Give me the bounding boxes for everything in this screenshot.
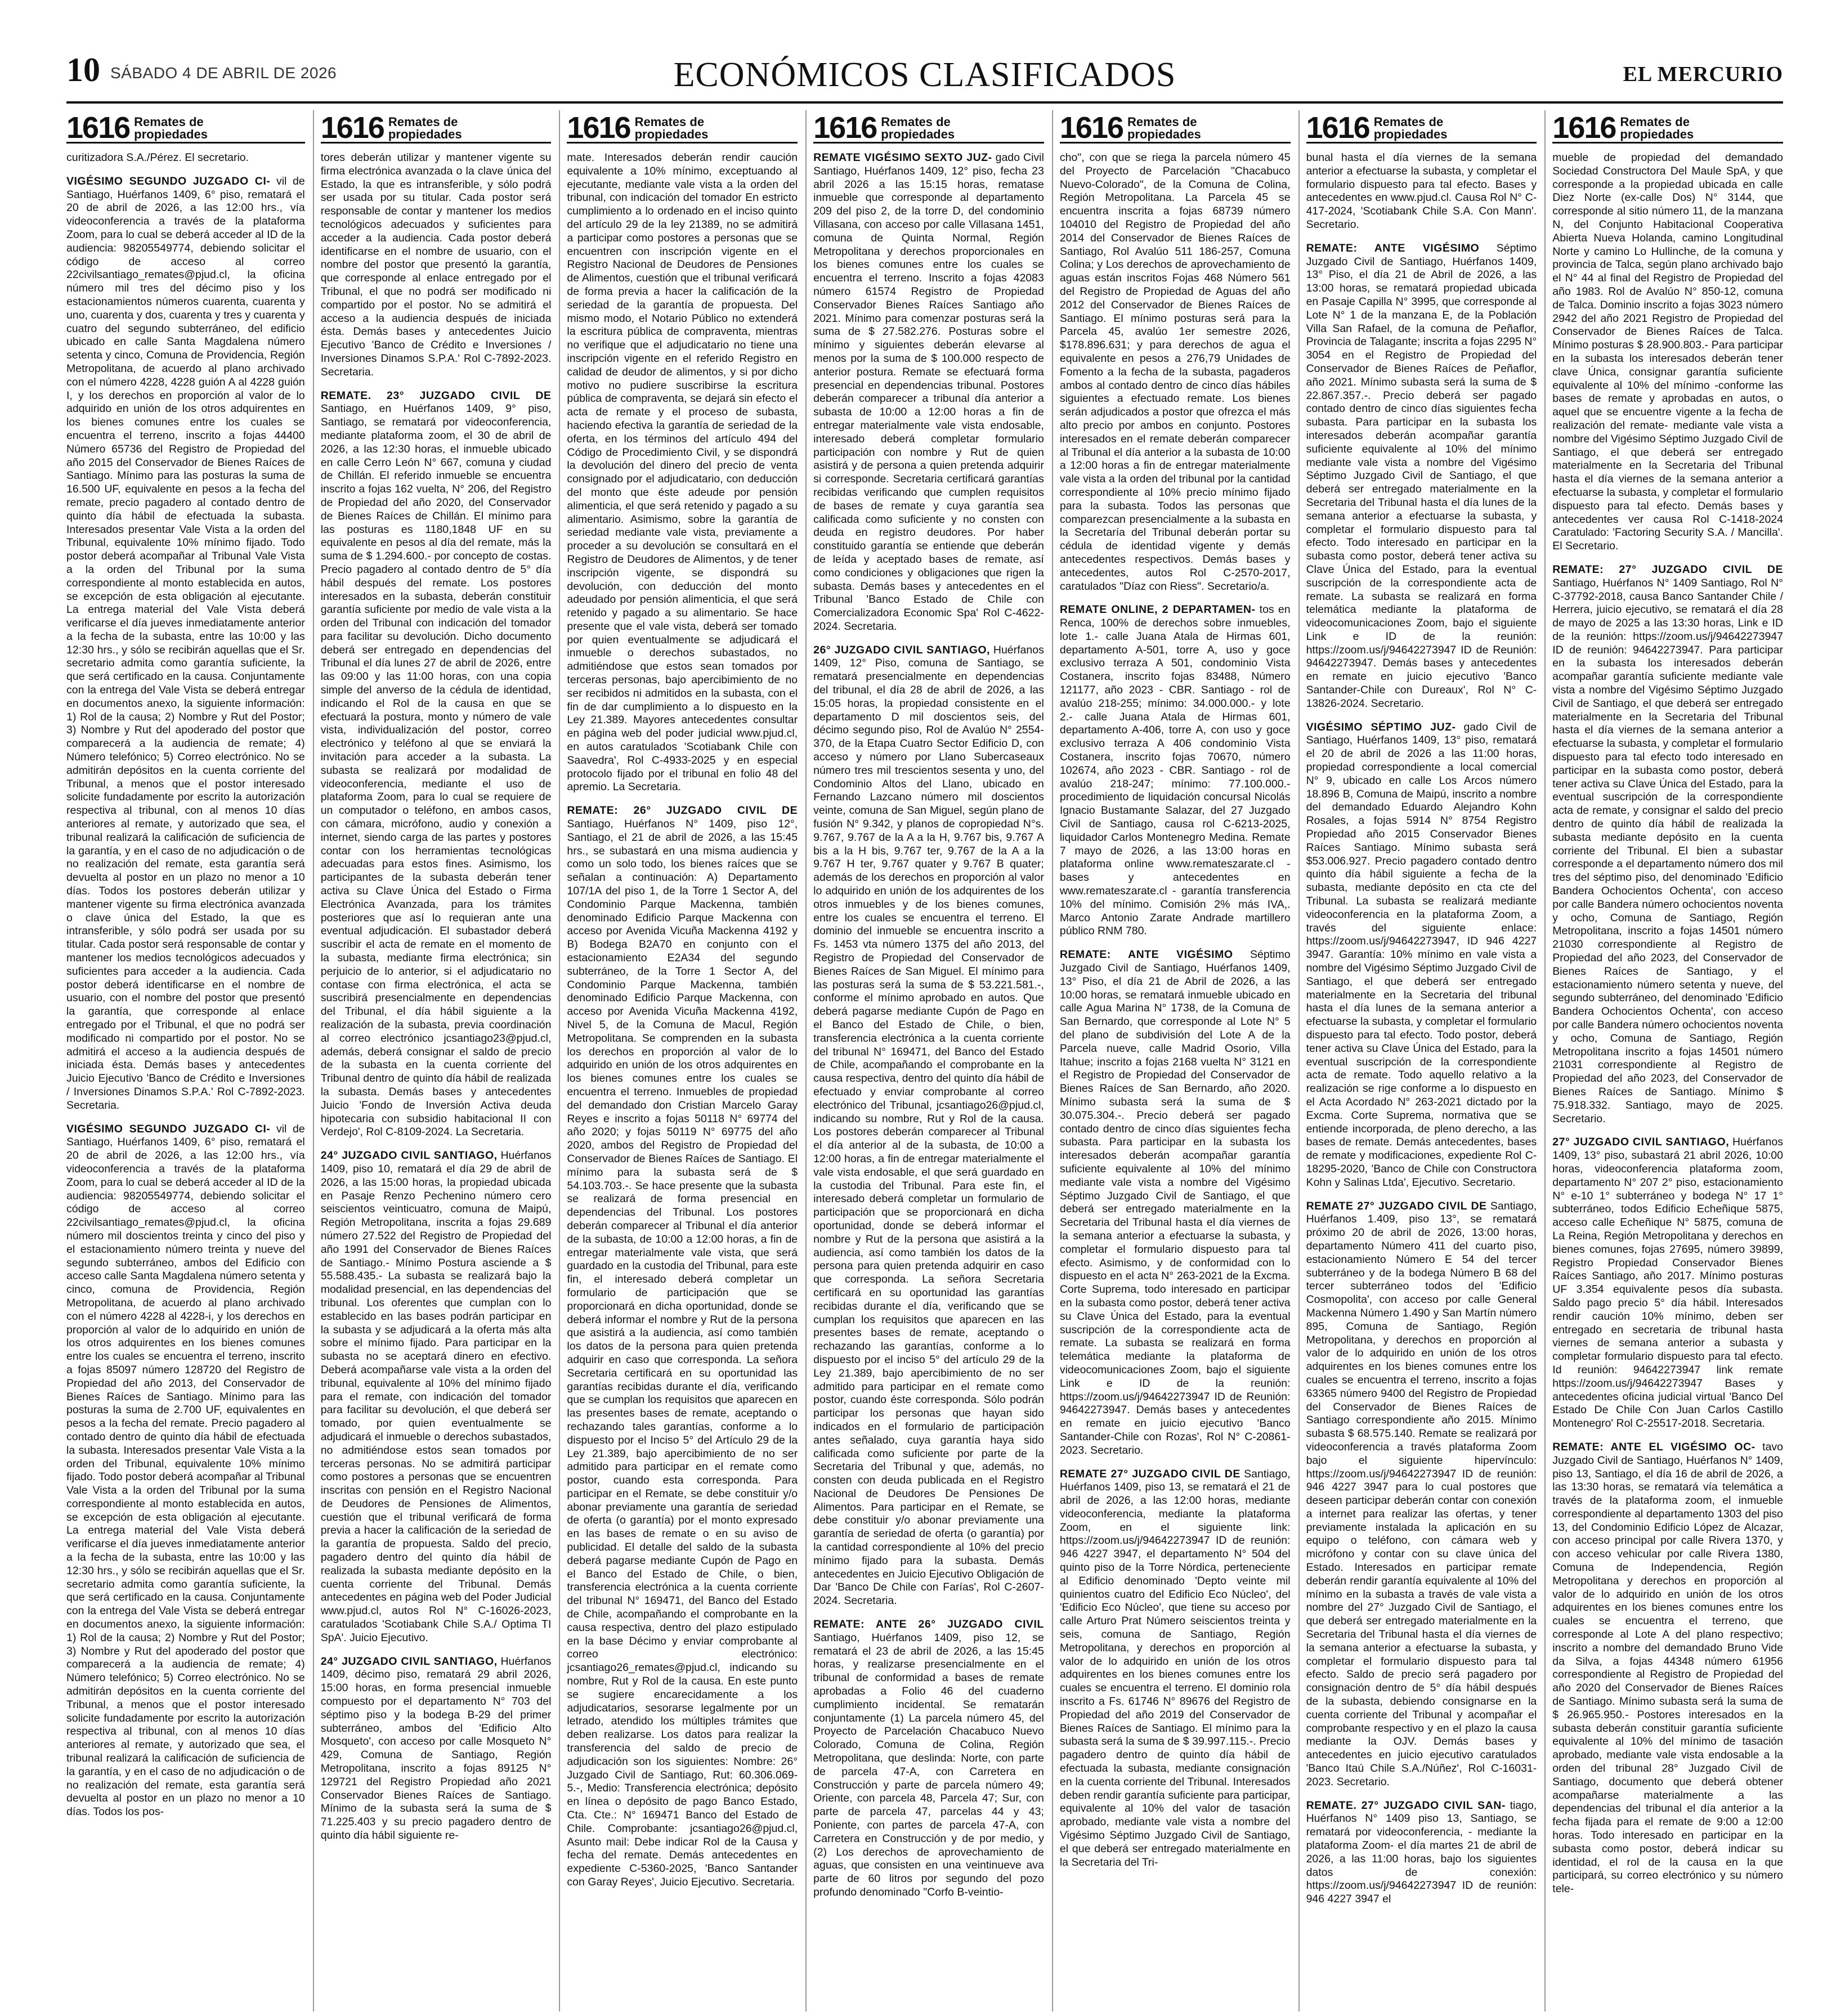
notice-body: cho", con que se riega la parcela número 45 del Proyecto de Parcelación "Chacabuco Nuevo-Colorado", de la Comuna de Colina, Región Metropolitana. La Parcela 45 se encuentra inscrita a fojas 68739 número 104010 del Registro de Propiedad del año 2014 del Conservador de Bienes Raíces de Santiago, Rol Avalúo 511 186-257, Comuna Colina; y Los derechos de aprovechamiento de aguas están inscritos Fojas 468 Número 561 del Registro de Propiedad de Aguas del año 2012 del Conservador de Bienes Raíces de Santiago. El mínimo posturas será para la Parcela 45, avalúo 1er semestre 2026, $178.896.631; y para derechos de agua el equivalente en pesos a 276,79 Unidades de Fomento a la fecha de la subasta, pagaderos ambos al contado dentro de cinco días hábiles siguientes a efectuado remate. Los bienes serán adjudicados a postor que ofrezca el más alto precio por ambos en conjunto. Postores interesados en el remate deberán comparecer al Tribunal el día anterior a la subasta de 10:00 a 12:00 horas a fin de entregar materialmente vale vista a la orden del tribunal por la cantidad correspondiente al 10% precio mínimo fijado para la subasta. Todos las personas que comparezcan presencialmente a la subasta en la Secretaría del Tribunal deberán portar su cédula de identidad vigente y demás antecedentes respectivos. Demás bases y antecedentes, autos Rol C-2570-2017, caratulados "Díaz con Riess". Secretario/a.	[1059, 151, 1291, 593]
auction-notice	[1060, 603, 1291, 938]
category-name-line1: Remates de	[388, 115, 458, 129]
category-name-line1: Remates de	[634, 115, 705, 129]
masthead	[66, 50, 1783, 104]
section-title: ECONÓMICOS CLASIFICADOS	[673, 56, 1176, 94]
notice-heading: REMATE: ANTE EL VIGÉSIMO OC-	[1552, 1440, 1756, 1453]
notice-heading: REMATE. 23° JUZGADO CIVIL DE	[320, 389, 552, 402]
auction-notice	[1552, 1136, 1783, 1431]
category-header	[1306, 110, 1537, 144]
notice-body: Huérfanos 1409, 12° Piso, comuna de Santiago, se rematará presencialmente en dependencias del tribunal, el día 28 de abril de 2026, a las 15:05 horas, la propiedad consistente en el departamento D mil doscientos seis, del décimo segundo piso, Rol de Avalúo N° 2554-370, de la Etapa Cuatro Sector Edificio D, con acceso y número por Llano Subercaseaux número tres mil trescientos sesenta y uno, del Condominio Altos del Llano, ubicado en Fernando Lazcano número mil doscientos veinte, comuna de San Miguel, según plano de fusión N° 9.342, y planos de copropiedad N°s. 9.767, 9.767 de la A a la H, 9.767 bis, 9.767 A bis a la H bis, 9.767 ter, 9.767 de la A a la 9.767 H ter, 9.767 quater y 9.767 B quater; además de los derechos en proporción al valor lo adquirido en unión de los adquirentes de los otros inmuebles y de los bienes comunes, entre los cuales se encuentra el terreno. El dominio del inmueble se encuentra inscrito a Fs. 1453 vta número 1375 del año 2013, del Registro de Propiedad del Conservador de Bienes Raíces de San Miguel. El mínimo para las posturas será la suma de $ 53.221.581.-, conforme el mínimo aprobado en autos. Que deberá pagarse mediante Cupón de Pago en el Banco del Estado de Chile, o bien, transferencia electrónica a la cuenta corriente del tribunal N° 169471, del Banco del Estado de Chile, acompañando el comprobante en la causa respectiva, dentro del quinto día hábil de efectuado y enviar comprobante al correo electrónico del Tribunal, jcsantiago26@pjud.cl, indicando su nombre, Rut y Rol de la causa. Los postores deberán comparecer al Tribunal el día anterior al de la subasta, de 10:00 a 12:00 horas, a fin de entregar materialmente el vale vista endosable, el que será guardado en la custodia del Tribunal. Para este fin, el interesado deberá completar un formulario de participación que se proporcionará en dicha oportunidad, donde se deberá informar el nombre y Rut de la persona que asistirá a la audiencia, así como también los datos de la persona para quien pretenda adquirir en caso que corresponda. La señora Secretaria certificará en su oportunidad las garantías recibidas durante el día, verificando que se cumplan los requisitos que aparecen en las presentes bases de remate, aceptando o rechazando las garantías, conforme a lo dispuesto por el inciso 5° del artículo 29 de la Ley 21.389, bajo apercibimiento de no ser admitido para participar en el remate como postor, cuando éste corresponda. Sólo podrán participar los personas que hayan sido indicados en el formulario de participación antes señalado, cuya garantía haya sido calificada como suficiente por parte de la Secretaria del Tribunal y que, además, no consten con deuda publicada en el Registro Nacional de Deudores De Pensiones De Alimentos. Para participar en el Remate, se debe constituir y/o abonar previamente una garantía de seriedad de oferta (o garantía) por la cantidad correspondiente al 10% del precio mínimo fijado para la subasta. Demás antecedentes en Juicio Ejecutivo Obligación de Dar 'Banco De Chile con Farías', Rol C-2607-2024. Secretaria.	[813, 643, 1044, 1607]
notice-body: tiago, Huérfanos N° 1409 piso 13, Santiago, se rematará por videoconferencia, - mediante la plataforma Zoom- el día martes 21 de abril de 2026, a las 11:00 horas, bajo los siguientes datos de conexión: https://zoom.us/j/94642273947 ID de reunión: 946 4227 3947 el	[1306, 1799, 1537, 1906]
notice-body: Séptimo Juzgado Civil de Santiago, Huérfanos 1409, 13° Piso, el día 21 de Abril de 2026, a las 13:00 horas, se rematará propiedad ubicada en Pasaje Capilla N° 3995, que corresponde al Lote N° 1 de la manzana E, de la Población Villa San Rafael, de la comuna de Peñaflor, Provincia de Talagante; inscrita a fojas 2295 N° 3054 en el Registro de Propiedad del Conservador de Bienes Raíces de Peñaflor, año 2021. Mínimo subasta será la suma de $ 22.867.357.-. Precio deberá ser pagado contado dentro de cinco días siguientes fecha subasta. Para participar en la subasta los interesados deberán acompañar garantía suficiente equivalente al 10% del mínimo mediante vale vista a nombre del Vigésimo Séptimo Juzgado Civil de Santiago, el que deberá ser entregado materialmente en la Secretaria del Tribunal hasta el día lunes de la semana anterior a efectuarse la subasta, y completar el formulario dispuesto para tal efecto. Todo interesado en participar en la subasta como postor, deberá tener activa su Clave Única del Estado, para la eventual suscripción de la correspondiente acta de remate. La subasta se realizará en forma telemática mediante la plataforma de videocomunicaciones Zoom, bajo el siguiente Link e ID de la reunión: https://zoom.us/j/94642273947 ID de Reunión: 94642273947. Demás bases y antecedentes en remate en juicio ejecutivo 'Banco Santander-Chile con Dureaux', Rol N° C-13826-2024. Secretario.	[1306, 241, 1537, 710]
category-code: 1616	[1059, 111, 1123, 145]
category-code: 1616	[1552, 111, 1616, 145]
notice-heading: 27° JUZGADO CIVIL SANTIAGO,	[1552, 1136, 1730, 1149]
auction-notice	[813, 644, 1044, 1608]
category-name-line2: propiedades	[388, 127, 462, 141]
category-name-line1: Remates de	[881, 115, 951, 129]
notice-heading: REMATE 27° JUZGADO CIVIL DE	[1306, 1199, 1487, 1212]
column-1	[66, 110, 305, 2011]
auction-notice	[66, 151, 305, 165]
newspaper-logo: EL MERCURIO	[1623, 62, 1783, 86]
category-header	[66, 110, 305, 144]
category-name-line2: propiedades	[1127, 127, 1201, 141]
classified-columns	[66, 110, 1783, 2011]
auction-notice	[1306, 242, 1537, 711]
notice-heading: REMATE: 27° JUZGADO CIVIL DE	[1552, 563, 1783, 576]
column-2	[313, 110, 552, 2011]
auction-notice	[321, 1149, 552, 1645]
category-name	[388, 116, 462, 142]
publication-date: SÁBADO 4 DE ABRIL DE 2026	[110, 64, 337, 82]
auction-notice	[66, 1123, 305, 1819]
notice-heading: REMATE ONLINE, 2 DEPARTAMEN-	[1059, 603, 1256, 616]
auction-notice	[321, 389, 552, 1140]
auction-notice	[1552, 151, 1783, 553]
column-6	[1298, 110, 1537, 2011]
notice-body: Huérfanos 1409, piso 10, rematará el día 29 de abril de 2026, a las 15:00 horas, la propiedad ubicada en Pasaje Renzo Pechenino número cero seiscientos veinticuatro, comuna de Maipú, Región Metropolitana, inscrita a fojas 29.689 número 27.522 del Registro de Propiedad del año 1991 del Conservador de Bienes Raíces de Santiago.- Mínimo Postura asciende a $ 55.588.435.- La subasta se realizará bajo la modalidad presencial, en las dependencias del tribunal. Los oferentes que cumplan con lo establecido en las bases podrán participar en la subasta y se adjudicará a la oferta más alta sobre el mínimo fijado. Para participar en la subasta no se aceptará dinero en efectivo. Deberá acompañarse vale vista a la orden del tribunal, equivalente al 10% del mínimo fijado para el remate, con indicación del tomador para facilitar su devolución, el que deberá ser tomado, por quien eventualmente se adjudicará el inmueble o derechos subastados, no admitiéndose estos sean tomados por terceras personas. No se admitirá participar como postores a personas que se encuentren inscritas con pensión en el Registro Nacional de Deudores de Pensiones de Alimentos, cuestión que el tribunal verificará de forma previa a hacer la calificación de la seriedad de la garantía de propuesta. Saldo del precio, pagadero dentro del quinto día hábil de realizada la subasta mediante depósito en la cuenta corriente del Tribunal. Demás antecedentes en página web del Poder Judicial www.pjud.cl, autos Rol N° C-16026-2023, caratulados 'Scotiabank Chile S.A./ Optima TI SpA'. Juicio Ejecutivo.	[320, 1149, 552, 1644]
category-header	[813, 110, 1044, 144]
notice-heading: VIGÉSIMO SEGUNDO JUZGADO CI-	[66, 174, 271, 187]
category-name-line2: propiedades	[634, 127, 709, 141]
notice-body: Santiago, Huérfanos 1409, piso 12, se rematará el 23 de abril de 2026, a las 15:45 horas, y realizarse presencialmente en el tribunal de conformidad a bases de remate aprobadas a Folio 46 del cuaderno cumplimiento incidental. Se rematarán conjuntamente (1) La parcela número 45, del Proyecto de Parcelación Chacabuco Nuevo Colorado, Comuna de Colina, Región Metropolitana, que deslinda: Norte, con parte de parcela 47-A, con Carretera en Construcción y parte de parcela número 49; Oriente, con parcela 48, Parcela 47; Sur, con parte de parcela 47, parcelas 44 y 43; Poniente, con partes de parcela 47-A, con Carretera en Construcción y de por medio, y (2) Los derechos de aprovechamiento de aguas, que consisten en una veintinueve ava parte de 60 litros por segundo del pozo profundo denominado "Corfo B-veintio-	[813, 1631, 1044, 1898]
auction-notice	[321, 1655, 552, 1843]
category-name	[1374, 116, 1448, 142]
auction-notice	[567, 804, 798, 1889]
notice-body: gado Civil Santiago, Huérfanos 1409, 12° piso, fecha 23 abril 2026 a las 15:15 horas, rematase inmueble que corresponde al departamento 209 del piso 2, de la torre D, del condominio Villasana, con acceso por calle Villasana 1451, comuna de Quinta Normal, Región Metropolitana y derechos proporcionales en los bienes comunes entre los cuales se encuentra el terreno. Inscrito a fojas 42083 número 61574 Registro de Propiedad Conservador Bienes Raíces Santiago año 2021. Mínimo para comenzar posturas será la suma de $ 27.582.276. Posturas sobre el mínimo y siguientes deberán elevarse al menos por la suma de $ 100.000 respecto de anterior postura. Remate se efectuará forma presencial en dependencias tribunal. Postores deberán comparecer a tribunal día anterior a subasta de 10:00 a 12:00 horas a fin de entregar materialmente vale vista endosable, interesado deberá completar formulario participación con nombre y Rut de quien asistirá y de persona a quien pretenda adquirir si corresponde. Secretaria certificará garantías recibidas verificando que cumplen requisitos de bases de remate y cuya garantía sea calificada como suficiente y no consten con deuda en registro deudores. Por haber constituido garantía se entiende que deberán de leída y aceptado bases de remate, así como condiciones y obligaciones que rigen la subasta. Demás bases y antecedentes en el Tribunal 'Banco Estado de Chile con Comercializadora Economic Spa' Rol C-4622-2024. Secretaria.	[813, 151, 1044, 633]
page-number: 10	[66, 51, 100, 88]
notice-body: Séptimo Juzgado Civil de Santiago, Huérfanos 1409, 13° Piso, el día 21 de Abril de 2026, a las 10:00 horas, se rematará inmueble ubicado en calle Agua Marina N° 1738, de la Comuna de San Bernardo, que corresponde al Lote N° 5 del plano de subdivisión del Lote A de la Parcela nueve, calle Madrid Osorio, Villa Itahue; inscrito a fojas 2168 vuelta N° 3121 en el Registro de Propiedad del Conservador de Bienes Raíces de San Bernardo, año 2020. Mínimo subasta será la suma de $ 30.075.304.-. Precio deberá ser pagado contado dentro de cinco días siguientes fecha subasta. Para participar en la subasta los interesados deberán acompañar garantía suficiente equivalente al 10% del mínimo mediante vale vista a nombre del Vigésimo Séptimo Juzgado Civil de Santiago, el que deberá ser entregado materialmente en la Secretaria del Tribunal hasta el día viernes de la semana anterior a efectuarse la subasta, y completar el formulario dispuesto para tal efecto. Asimismo, y de conformidad con lo dispuesto en el acta N° 263-2021 de la Excma. Corte Suprema, todo interesado en participar en la subasta como postor, deberá tener activa su Clave Única del Estado, para la eventual suscripción de la correspondiente acta de remate. La subasta se realizará en forma telemática mediante la plataforma de videocomunicaciones Zoom, bajo el siguiente Link e ID de la reunión: https://zoom.us/j/94642273947 ID de Reunión: 94642273947. Demás bases y antecedentes en remate en juicio ejecutivo 'Banco Santander-Chile con Rozas', Rol N° C-20861-2023. Secretario.	[1059, 948, 1291, 1457]
category-code: 1616	[320, 111, 384, 145]
notice-heading: VIGÉSIMO SEGUNDO JUZGADO CI-	[66, 1122, 271, 1135]
category-name-line1: Remates de	[1373, 115, 1444, 129]
notice-heading: REMATE: ANTE VIGÉSIMO	[1306, 241, 1480, 254]
category-header	[1552, 110, 1783, 144]
notice-heading: 26° JUZGADO CIVIL SANTIAGO,	[813, 643, 990, 656]
column-4	[805, 110, 1044, 2011]
category-name	[635, 116, 709, 142]
notice-heading: REMATE 27° JUZGADO CIVIL DE	[1059, 1467, 1241, 1480]
notice-heading: REMATE: ANTE 26° JUZGADO CIVIL	[813, 1618, 1044, 1631]
notice-heading: REMATE: 26° JUZGADO CIVIL DE	[567, 804, 798, 817]
notice-body: Santiago, Huérfanos 1409, piso 13, se rematará el 21 de abril de 2026, a las 12:00 horas, mediante videoconferencia, mediante la plataforma Zoom, en el siguiente link: https://zoom.us/j/94642273947 ID de reunión: 946 4227 3947, el departamento N° 504 del quinto piso de la Torre Nórdica, perteneciente al Edificio denominado 'Depto veinte mil quinientos cuatro del Edificio Eco Núcleo', del 'Edificio Eco Núcleo', que tiene su acceso por calle Arturo Prat Número seiscientos treinta y seis, comuna de Santiago, Región Metropolitana, y derechos en proporción al valor de lo adquirido en unión de los otros adquirentes en los bienes comunes entre los cuales se encuentra el terreno. El dominio rola inscrito a Fs. 61746 N° 89676 del Registro de Propiedad del año 2019 del Conservador de Bienes Raíces de Santiago. El mínimo para la subasta será la suma de $ 39.997.115.-. Precio pagadero dentro de quinto día hábil de efectuada la subasta, mediante consignación en la cuenta corriente del Tribunal. Interesados deben rendir garantía suficiente para participar, equivalente al 10% del valor de tasación aprobado, mediante vale vista a nombre del Vigésimo Séptimo Juzgado Civil de Santiago, el que deberá ser entregado materialmente en la Secretaria del Tri-	[1059, 1467, 1291, 1869]
notice-heading: 24° JUZGADO CIVIL SANTIAGO,	[320, 1655, 498, 1668]
category-name-line1: Remates de	[1620, 115, 1690, 129]
auction-notice	[1060, 1468, 1291, 1870]
category-name	[881, 116, 955, 142]
auction-notice	[1306, 1799, 1537, 1906]
category-name-line1: Remates de	[134, 115, 204, 129]
notice-heading: VIGÉSIMO SÉPTIMO JUZ-	[1306, 720, 1456, 733]
category-code: 1616	[1306, 111, 1369, 145]
auction-notice	[1552, 563, 1783, 1126]
auction-notice	[1060, 948, 1291, 1457]
notice-body: tores deberán utilizar y mantener vigente su firma electrónica avanzada o la clave única del Estado, la que es intransferible, y sólo podrá ser usada por su titular. Cada postor será responsable de contar y mantener los medios tecnológicos adecuados y suficientes para acceder a la audiencia. Cada postor deberá identificarse en el nombre de usuario, con el nombre del postor que presentó la garantía, que corresponde al enlace entregado por el Tribunal, el que no podrá ser modificado ni compartido por el postor. No se admitirá el acceso a la audiencia después de iniciada ésta. Demás bases y antecedentes Juicio Ejecutivo 'Banco de Crédito e Inversiones / Inversiones Dinamos S.P.A.' Rol C-7892-2023. Secretaria.	[320, 151, 552, 378]
notice-heading: REMATE VIGÉSIMO SEXTO JUZ-	[813, 151, 992, 164]
category-name-line2: propiedades	[134, 127, 208, 141]
auction-notice	[813, 151, 1044, 634]
notice-body: vil de Santiago, Huérfanos 1409, 6° piso, rematará el 20 de abril de 2026, a las 12:00 hrs., vía videoconferencia a través de la plataforma Zoom, para lo cual se deberá acceder al ID de la audiencia: 98205549774, debiendo solicitar el código de acceso al correo 22civilsantiago_remates@pjud.cl, la oficina número mil doscientos treinta y cinco del piso y el estacionamiento número treinta y nueve del segundo subterráneo, ambos del Edificio con acceso calle Santa Magdalena número setenta y cinco, comuna de Providencia, Región Metropolitana, de acuerdo al plano archivado con el número 4228 al 4228-i, y los derechos en proporción al valor de lo adquirido en unión de los otros adquirentes en los bienes comunes entre los cuales se encuentra el terreno, inscrito a fojas 85097 número 128720 del Registro de Propiedad del año 2013, del Conservador de Bienes Raíces de Santiago. Mínimo para las posturas la suma de 2.700 UF, equivalentes en pesos a la fecha del remate. Precio pagadero al contado dentro de quinto día hábil de efectuada la subasta. Interesados presentar Vale Vista a la orden del Tribunal, equivalente 10% mínimo fijado. Todo postor deberá acompañar al Tribunal Vale Vista a la orden del Tribunal por la suma correspondiente al monto establecida en autos, se excepción de esta obligación al ejecutante. La entrega material del Vale Vista deberá verificarse el día jueves inmediatamente anterior a la fecha de la subasta, entre las 10:00 y las 12:30 hrs., y sólo se recibirán aquellas que el Sr. secretario admita como garantía suficiente, la que será certificado en la causa. Conjuntamente con la entrega del Vale Vista se deberá entregar en documentos anexo, la siguiente información: 1) Rol de la causa; 2) Nombre y Rut del Postor; 3) Nombre y Rut del apoderado del postor que comparecerá a la audiencia de remate; 4) Número telefónico; 5) Correo electrónico. No se admitirán depósitos en la cuenta corriente del Tribunal, a menos que el postor interesado solicite fundadamente por escrito la autorización respectiva al tribunal, con al menos 10 días anteriores al remate, y autorizado que sea, el tribunal realizará la calificación de suficiencia de la garantía, y en el caso de no adjudicación o de no realización del remate, esta garantía será devuelta al postor en un plazo no menor a 10 días. Todos los pos-	[66, 1122, 305, 1818]
category-header	[567, 110, 798, 144]
notice-heading: 24° JUZGADO CIVIL SANTIAGO,	[320, 1149, 498, 1162]
category-name	[1620, 116, 1694, 142]
notice-body: mate. Interesados deberán rendir caución equivalente a 10% mínimo, exceptuando al ejecutante, mediante vale vista a la orden del tribunal, con indicación del tomador En estricto cumplimiento a lo ordenado en el inciso quinto del artículo 29 de la ley 21389, no se admitirá a participar como postores a personas que se encuentren con inscripción vigente en el Registro Nacional de Deudores de Pensiones de Alimentos, cuestión que el tribunal verificará de forma previa a hacer la calificación de la seriedad de la garantía de propuesta. Del mismo modo, el Notario Público no extenderá la escritura pública de compraventa, mientras no verifique que el adjudicatario no tiene una inscripción vigente en el referido Registro en calidad de deudor de alimentos, y si por dicho motivo no pudiere suscribirse la escritura pública de compraventa, se dejará sin efecto el acta de remate y el proceso de subasta, haciendo efectiva la garantía de seriedad de la oferta, en los términos del artículo 494 del Código de Procedimiento Civil, y se dispondrá la devolución del dinero del precio de venta consignado por el adjudicatario, con deducción del monto que éste adeude por pensión alimenticia, el que será retenido y pagado a su alimentario. Asimismo, sobre la garantía de seriedad mediante vale vista, previamente a proceder a su devolución se consultará en el Registro de Deudores de Alimentos, y de tener inscripción vigente, se dispondrá su devolución, con deducción del monto adeudado por pensión alimenticia, el que será retenido y pagado a su alimentario. Se hace presente que el vale vista, deberá ser tomado por quien eventualmente se adjudicará el inmueble o derechos subastados, no admitiéndose que estos sean tomados por terceras personas, bajo apercibimiento de no ser recibidos ni admitidos en la subasta, con el fin de dar cumplimiento a lo dispuesto en la Ley 21.389. Mayores antecedentes consultar en página web del poder judicial www.pjud.cl, en autos caratulados 'Scotiabank Chile con Saavedra', Rol C-4933-2025 y en especial protocolo fijado por el tribunal en folio 48 del apremio. La Secretaria.	[567, 151, 798, 794]
column-3	[559, 110, 798, 2011]
notice-body: Santiago, Huérfanos N° 1409 Santiago, Rol N° C-37792-2018, causa Banco Santander Chile / Herrera, juicio ejecutivo, se rematará el día 28 de mayo de 2025 a las 13:30 horas, Link e ID de la reunión: https://zoom.us/j/94642273947 ID de reunión: 94642273947. Para participar en la subasta los interesados deberán acompañar garantía suficiente mediante vale vista a nombre del Vigésimo Séptimo Juzgado Civil de Santiago, el que deberá ser entregado materialmente en la Secretaria del Tribunal hasta el día viernes de la semana anterior a efectuarse la subasta, y completar el formulario dispuesto para tal efecto todo interesado en participar en la subasta como postor, deberá tener activa su Clave Única del Estado, para la eventual suscripción de la correspondiente acta de remate, y consignar el saldo del precio dentro de quinto día hábil de realizada la subasta mediante depósito en la cuenta corriente del Tribunal. El bien a subastar corresponde a el departamento número dos mil tres del séptimo piso, del denominado 'Edificio Bandera Ochocientos Ochenta', con acceso por calle Bandera número ochocientos noventa y ocho, Comuna de Santiago, Región Metropolitana, inscrito a fojas 14501 número 21030 correspondiente al Registro de Propiedad del año 2023, del Conservador de Bienes Raíces de Santiago, y el estacionamiento número setenta y nueve, del segundo subterráneo, del denominado 'Edificio Bandera Ochocientos Ochenta', con acceso por calle Bandera número ochocientos noventa y ocho, Comuna de Santiago, Región Metropolitana inscrito a fojas 14501 número 21031 correspondiente al Registro de Propiedad del año 2023, del Conservador de Bienes Raíces de Santiago. Mínimo $ 75.918.332. Santiago, mayo de 2025. Secretario.	[1552, 576, 1783, 1125]
notice-body: Santiago, en Huérfanos 1409, 9° piso, Santiago, se rematará por videoconferencia, mediante plataforma zoom, el 30 de abril de 2026, a las 12:30 horas, el inmueble ubicado en calle Cerro León N° 667, comuna y ciudad de Chillán. El referido inmueble se encuentra inscrito a fojas 162 vuelta, N° 206, del Registro de Propiedad del año 2020, del Conservador de Bienes Raíces de Chillán. El mínimo para las posturas es 1180,1848 UF en su equivalente en pesos al día del remate, más la suma de $ 1.294.600.- por concepto de costas. Precio pagadero al contado dentro de 5° día hábil después del remate. Los postores interesados en la subasta, deberán constituir garantía suficiente por medio de vale vista a la orden del Tribunal con indicación del tomador para facilitar su devolución. Dicho documento deberá ser entregado en dependencias del Tribunal el día lunes 27 de abril de 2026, entre las 09:00 y las 11:00 horas, con una copia simple del anverso de la cédula de identidad, indicando el Rol de la causa en que se efectuará la postura, monto y número de vale vista, individualización del postor, correo electrónico y teléfono al que se enviará la invitación para acceder a la subasta. La subasta se realizará por modalidad de videoconferencia, mediante el uso de plataforma Zoom, para lo cual se requiere de un computador o teléfono, en ambos casos, con cámara, micrófono, audio y conexión a internet, siendo carga de las partes y postores contar con los herramientas tecnológicas adecuadas para estos fines. Asimismo, los participantes de la subasta deberán tener activa su Clave Única del Estado o Firma Electrónica Avanzada, para los trámites posteriores que así lo requieran ante una eventual adjudicación. El subastador deberá suscribir el acta de remate en el momento de la subasta, mediante firma electrónica; sin perjuicio de lo anterior, si el adjudicatario no contase con firma electrónica, el acta se suscribirá presencialmente en dependencias del Tribunal, el día hábil siguiente a la realización de la subasta, previa coordinación al correo electrónico jcsantiago23@pjud.cl, además, deberá consignar el saldo de precio de la subasta en la cuenta corriente del Tribunal dentro de quinto día hábil de realizada la subasta. Demás bases y antecedentes Juicio 'Fondo de Inversión Activa deuda hipotecaria con subsidio habitacional II con Verdejo', Rol C-8109-2024. La Secretaria.	[320, 402, 552, 1139]
notice-body: tavo Juzgado Civil de Santiago, Huérfanos N° 1409, piso 13, Santiago, el día 16 de abril de 2026, a las 13:30 horas, se rematará vía telemática a través de la plataforma zoom, el inmueble correspondiente al departamento 1303 del piso 13, del Condominio Edificio López de Alcazar, con acceso principal por calle Rivera 1370, y con acceso vehicular por calle Rivera 1380, Comuna de Independencia, Región Metropolitana y derechos en proporción al valor de lo adquirido en unión de los otros adquirentes en los bienes comunes entre los cuales se encuentra el terreno, que corresponde al Lote A del plano respectivo; inscrito a nombre del demandado Bruno Vide da Silva, a fojas 44348 número 61956 correspondiente al Registro de Propiedad del año 2020 del Conservador de Bienes Raíces de Santiago. Mínimo subasta será la suma de $ 26.965.950.- Postores interesados en la subasta deberán constituir garantía suficiente equivalente al 10% del mínimo de tasación aprobado, mediante vale vista endosable a la orden del tribunal 28° Juzgado Civil de Santiago, documento que deberá obtener acompañarse materialmente a las dependencias del tribunal el día anterior a la fecha fijada para el remate de 9:00 a 12:00 horas. Todo interesado en participar en la subasta como postor, deberá indicar su identidad, el rol de la causa en la que participará, su correo electrónico y su número tele-	[1552, 1440, 1783, 1896]
notice-body: curitizadora S.A./Pérez. El secretario.	[66, 151, 249, 164]
category-code: 1616	[567, 111, 630, 145]
category-name-line2: propiedades	[1373, 127, 1448, 141]
notice-heading: REMATE. 27° JUZGADO CIVIL SAN-	[1306, 1799, 1506, 1812]
notice-heading: REMATE: ANTE VIGÉSIMO	[1059, 948, 1233, 961]
notice-body: vil de Santiago, Huérfanos 1409, 6° piso, rematará el 20 de abril de 2026, a las 12:00 hrs., vía videoconferencia a través de la plataforma Zoom, para lo cual se deberá acceder al ID de la audiencia: 98205549774, debiendo solicitar el código de acceso al correo 22civilsantiago_remates@pjud.cl, la oficina número mil tres del décimo piso y los estacionamientos números cuarenta, cuarenta y uno, cuarenta y dos, cuarenta y tres y cuarenta y cuatro del segundo subterráneo, del edificio ubicado en calle Santa Magdalena número setenta y cinco, Comuna de Providencia, Región Metropolitana, de acuerdo al plano archivado con el número 4228, 4228 guión A al 4228 guión I, y los derechos en proporción al valor de lo adquirido en unión de los otros adquirentes en los bienes comunes entre los cuales se encuentra el terreno, inscrito a fojas 44400 Número 65736 del Registro de Propiedad del año 2015 del Conservador de Bienes Raíces de Santiago. Mínimo para las posturas la suma de 16.500 UF, equivalente en pesos a la fecha del remate, precio pagadero al contado dentro de quinto día hábil de efectuada la subasta. Interesados presentar Vale Vista a la orden del Tribunal, equivalente 10% mínimo fijado. Todo postor deberá acompañar al Tribunal Vale Vista a la orden del Tribunal por la suma correspondiente al monto establecida en autos, se excepción de esta obligación al ejecutante. La entrega material del Vale Vista deberá verificarse el día jueves inmediatamente anterior a la fecha de la subasta, entre las 10:00 y las 12:30 hrs., y sólo se recibirán aquellas que el Sr. secretario admita como garantía suficiente, la que será certificado en la causa. Conjuntamente con la entrega del Vale Vista se deberá entregar en documentos anexo, la siguiente información: 1) Rol de la causa; 2) Nombre y Rut del Postor; 3) Nombre y Rut del apoderado del postor que comparecerá a la audiencia de remate; 4) Número telefónico; 5) Correo electrónico. No se admitirán depósitos en la cuenta corriente del Tribunal, a menos que el postor interesado solicite fundadamente por escrito la autorización respectiva al tribunal, con al menos 10 días anteriores al remate, y autorizado que sea, el tribunal realizará la calificación de suficiencia de la garantía, y en el caso de no adjudicación o de no realización del remate, esta garantía será devuelta al postor en un plazo no menor a 10 días. Todos los postores deberán utilizar y mantener vigente su firma electrónica avanzada o clave única del Estado, la que es intransferible, y sólo podrá ser usada por su titular. Cada postor será responsable de contar y mantener los medios tecnológicos adecuados y suficientes para acceder a la audiencia. Cada postor deberá identificarse en el nombre de usuario, con el nombre del postor que presentó la garantía, que corresponde al enlace entregado por el Tribunal, el que no podrá ser modificado ni compartido por el postor. No se admitirá el acceso a la audiencia después de iniciada ésta. Demás bases y antecedentes Juicio Ejecutivo 'Banco de Crédito e Inversiones / Inversiones Dinamos S.P.A.' Rol C-7892-2023. Secretaria.	[66, 174, 305, 1112]
auction-notice	[1306, 1200, 1537, 1789]
column-5	[1052, 110, 1291, 2011]
notice-body: Santiago, Huérfanos N° 1409, piso 12°, Santiago, el 21 de abril de 2026, a las 15:45 hrs., se subastará en una misma audiencia y como un solo todo, los bienes raíces que se señalan a continuación: A) Departamento 107/1A del piso 1, de la Torre 1 Sector A, del Condominio Parque Mackenna, también denominado Edificio Parque Mackenna con acceso por Avenida Vicuña Mackenna 4192 y B) Bodega B2A70 en conjunto con el estacionamiento E2A34 del segundo subterráneo, de la Torre 1 Sector A, del Condominio Parque Mackenna, también denominado Edificio Parque Mackenna, con acceso por Avenida Vicuña Mackenna 4192, Nivel 5, de la Comuna de Macul, Región Metropolitana. Se comprenden en la subasta los derechos en proporción al valor de lo adquirido en unión de los otros adquirentes en los bienes comunes entre los cuales se encuentra el terreno. Inmuebles de propiedad del demandado don Cristian Marcelo Garay Reyes e inscrito a fojas 50118 N° 69774 del año 2020; y fojas 50119 N° 69775 del año 2020, ambos del Registro de Propiedad del Conservador de Bienes Raíces de Santiago. El mínimo para la subasta será de $ 54.103.703.-. Se hace presente que la subasta se realizará de forma presencial en dependencias del Tribunal. Los postores deberán comparecer al Tribunal el día anterior de la subasta, de 10:00 a 12:00 horas, a fin de entregar materialmente vale vista, que será guardado en la custodia del Tribunal, para este fin, el interesado deberá completar un formulario de participación que se proporcionará en dicha oportunidad, donde se deberá informar el nombre y Rut de la persona que asistirá a la audiencia, así como también los datos de la persona para quien pretenda adquirir en caso que corresponda. La señora Secretaria certificará en su oportunidad las garantías recibidas durante el día, verificando que se cumplan los requisitos que aparecen en las presentes bases de remate, aceptando o rechazando tales garantías, conforme a lo dispuesto por el Inciso 5° del Artículo 29 de la Ley 21.389, bajo apercibimiento de no ser admitido para participar en el remate como postor, cuando esta corresponda. Para participar en el Remate, se debe constituir y/o abonar previamente una garantía de seriedad de oferta (o garantía) por el monto expresado en las bases de remate o en su aviso de publicidad. El detalle del saldo de la subasta deberá pagarse mediante Cupón de Pago en el Banco del Estado de Chile, o bien, transferencia electrónica a la cuenta corriente del tribunal N° 169471, del Banco del Estado de Chile, acompañando el comprobante en la causa respectiva, dentro del plazo estipulado en la base Décimo y enviar comprobante al correo electrónico: jcsantiago26_remates@pjud.cl, indicando su nombre, Rut y Rol de la causa. En este punto se sugiere encarecidamente a los adjudicatarios, sesorarse legalmente por un letrado, atendido los múltiples trámites que deben realizarse. Los datos para realizar la transferencia del saldo de precio de adjudicación son los siguientes: Nombre: 26° Juzgado Civil de Santiago, Rut: 60.306.069-5.-, Medio: Transferencia electrónica; depósito en línea o depósito de pago Banco Estado, Cta. Cte.: N° 169471 Banco del Estado de Chile. Comprobante: jcsantiago26@pjud.cl, Asunto mail: Debe indicar Rol de la Causa y fecha del remate. Demás antecedentes en expediente C-5360-2025, 'Banco Santander con Garay Reyes', Juicio Ejecutivo. Secretaria.	[567, 818, 798, 1888]
category-name-line1: Remates de	[1127, 115, 1197, 129]
auction-notice	[1306, 151, 1537, 232]
auction-notice	[66, 175, 305, 1113]
category-header	[1060, 110, 1291, 144]
auction-notice	[321, 151, 552, 379]
category-name	[134, 116, 208, 142]
category-name-line2: propiedades	[1620, 127, 1694, 141]
auction-notice	[813, 1618, 1044, 1899]
notice-body: bunal hasta el día viernes de la semana anterior a efectuarse la subasta, y completar el formulario dispuesto para tal efecto. Bases y antecedentes en www.pjud.cl. Causa Rol N° C-417-2024, 'Scotiabank Chile S.A. Con Mann'. Secretario.	[1306, 151, 1537, 231]
auction-notice	[1306, 721, 1537, 1190]
category-code: 1616	[66, 111, 130, 145]
notice-body: mueble de propiedad del demandado Sociedad Constructora Del Maule SpA, y que corresponde a la propiedad ubicada en calle Diez Norte (ex-calle Dos) N° 3144, que corresponde al sitio número 11, de la manzana N, del Conjunto Habitacional Cooperativa Abierta Nueva Holanda, camino Longitudinal Norte y camino Lo Hullinche, de la comuna y provincia de Talca, según plano archivado bajo el N° 44 al final del Registro de Propiedad del año 1983. Rol de Avalúo N° 850-12, comuna de Talca. Dominio inscrito a fojas 3023 número 2942 del año 2021 Registro de Propiedad del Conservador de Bienes Raíces de Talca. Mínimo posturas $ 28.900.803.- Para participar en la subasta los interesados deberán tener clave Única, consignar garantía suficiente equivalente al 10% del mínimo -conforme las bases de remate y aprobadas en autos, o aquel que se encuentre vigente a la fecha de realización del remate- mediante vale vista a nombre del Vigésimo Séptimo Juzgado Civil de Santiago, el que deberá ser entregado materialmente en la Secretaria del Tribunal hasta el día viernes de la semana anterior a efectuarse la subasta, y completar el formulario dispuesto para tal efecto. Demás bases y antecedentes ver causa Rol C-1418-2024 Caratulado: 'Factoring Security S.A. / Mancilla'. El Secretario.	[1552, 151, 1783, 553]
auction-notice	[567, 151, 798, 794]
auction-notice	[1060, 151, 1291, 593]
auction-notice	[1552, 1441, 1783, 1896]
notice-body: Huérfanos 1409, décimo piso, rematará 29 abril 2026, 15:00 horas, en forma presencial inmueble compuesto por el departamento N° 703 del séptimo piso y la bodega B-29 del primer subterráneo, ambos del 'Edificio Alto Mosqueto', con acceso por calle Mosqueto N° 429, Comuna de Santiago, Región Metropolitana, inscrito a fojas 89125 N° 129721 del Registro Propiedad año 2021 Conservador Bienes Raíces de Santiago. Mínimo de la subasta será la suma de $ 71.225.403 y su precio pagadero dentro de quinto día hábil siguiente re-	[320, 1655, 552, 1842]
column-7	[1544, 110, 1783, 2011]
notice-body: Huérfanos 1409, 13° piso, subastará 21 abril 2026, 10:00 horas, videoconferencia plataforma zoom, departamento N° 207 2° piso, estacionamiento N° e-10 1° subterráneo y bodega N° 17 1° subterráneo, todos Edificio Echeñique 5875, acceso calle Echeñique N° 5875, comuna de La Reina, Región Metropolitana y derechos en bienes comunes, fojas 27695, número 39899, Registro Propiedad Conservador Bienes Raíces Santiago, año 2017. Mínimo posturas UF 3.354 equivalente pesos día subasta. Saldo pago precio 5° día hábil. Interesados rendir caución 10% mínimo, deben ser entregado en secretaria de tribunal hasta viernes de semana anterior a subasta y completar formulario dispuesto para tal efecto. Id reunión: 94642273947 link remate https://zoom.us/j/94642273947 Bases y antecedentes oficina judicial virtual 'Banco Del Estado De Chile Con Juan Carlos Castillo Montenegro' Rol C-25517-2018. Secretaria.	[1552, 1136, 1783, 1430]
category-name-line2: propiedades	[881, 127, 955, 141]
notice-body: gado Civil de Santiago, Huérfanos 1409, 13° piso, rematará el 20 de abril de 2026 a las 11:00 horas, propiedad correspondiente a local comercial N° 9, ubicado en calle Los Arcos número 18.896 B, Comuna de Maipú, inscrito a nombre del demandado Eduardo Alejandro Kohn Rosales, a fojas 5914 N° 8754 Registro Propiedad año 2015 Conservador Bienes Raíces Santiago. Mínimo subasta será $53.006.927. Precio pagadero contado dentro quinto día hábil siguiente a fecha de la subasta, mediante depósito en cta cte del Tribunal. La subasta se realizará mediante videoconferencia en la plataforma Zoom, a través del siguiente enlace: https://zoom.us/j/94642273947, ID 946 4227 3947. Garantía: 10% mínimo en vale vista a nombre del Vigésimo Séptimo Juzgado Civil de Santiago, el que deberá ser entregado materialmente en la Secretaria del tribunal hasta el día lunes de la semana anterior a efectuarse la subasta, y completar el formulario dispuesto para tal efecto. Todo postor, deberá tener activa su Clave Única del Estado, para la eventual suscripción de la correspondiente acta de remate. Todo aquello relativo a la realización se rige conforme a lo dispuesto en el Acta Acordado N° 263-2021 dictado por la Excma. Corte Suprema, normativa que se entiende incorporada, de pleno derecho, a las bases de remate. Demás antecedentes, bases de remate y modificaciones, expediente Rol C-18295-2020, 'Banco de Chile con Constructora Kohn y Salinas Ltda', Ejecutivo. Secretario.	[1306, 720, 1537, 1189]
category-code: 1616	[813, 111, 877, 145]
category-header	[321, 110, 552, 144]
category-name	[1127, 116, 1201, 142]
notice-body: tos en Renca, 100% de derechos sobre inmuebles, lote 1.- calle Juana Atala de Hirmas 601, departamento A-501, torre A, uso y goce exclusivo terraza A 501, condominio Vista Costanera, inscrito fojas 83488, Número 121177, año 2023 - CBR. Santiago - rol de avalúo 218-255; mínimo: 34.000.000.- y lote 2.- calle Juana Atala de Hirmas 601, departamento A-406, torre A, con uso y goce exclusivo terraza A 406 condominio Vista Costanera, inscrito fojas 70670, número 102674, año 2023 - CBR. Santiago - rol de avalúo 218-247; mínimo: 77.100.000.- procedimiento de liquidación concursal Nicolás Ignacio Bustamante Salazar, del 27 Juzgado Civil de Santiago, causa rol C-6213-2025, liquidador Carlos Montenegro Medina. Remate 7 mayo de 2026, a las 13:00 horas en plataforma online www.remateszarate.cl - bases y antecedentes en www.remateszarate.cl - garantía transferencia 10% del mínimo. Comisión 2% más IVA,. Marco Antonio Zarate Andrade martillero público RNM 780.	[1059, 603, 1291, 938]
notice-body: Santiago, Huérfanos 1.409, piso 13°, se rematará próximo 20 de abril de 2026, 13:00 horas, departamento Número 411 del cuarto piso, estacionamiento Número E 54 del tercer subterráneo y de la bodega Número B 68 del tercer subterráneo todos del 'Edificio Cosmopolita', con acceso por calle General Mackenna Número 1.490 y San Martín número 895, Comuna de Santiago, Región Metropolitana, y derechos en proporción al valor de lo adquirido en unión de los otros adquirentes en los bienes comunes entre los cuales se encuentra el terreno, inscrito a fojas 63365 número 9400 del Registro de Propiedad del Conservador de Bienes Raíces de Santiago correspondiente año 2015. Mínimo subasta $ 68.575.140. Remate se realizará por videoconferencia a través plataforma Zoom bajo el siguiente hipervínculo: https://zoom.us/j/94642273947 ID de reunión: 946 4227 3947 para lo cual postores que deseen participar deberán contar con conexión a internet para realizar las ofertas, y tener previamente instalada la aplicación en su equipo o teléfono, con cámara web y micrófono y contar con su clave única del Estado. Interesados en participar remate deberán rendir garantía equivalente al 10% del mínimo en la subasta a través de vale vista a nombre del 27° Juzgado Civil de Santiago, el que deberá ser entregado materialmente en la Secretaria del Tribunal hasta el día viernes de la semana anterior a efectuarse la subasta, y completar el formulario dispuesto para tal efecto. Saldo de precio será pagadero por consignación dentro de 5° día hábil después de la subasta, debiendo consignarse en la cuenta corriente del Tribunal y acompañar el comprobante respectivo y en el plazo la causa mediante la OJV. Demás bases y antecedentes en juicio ejecutivo caratulados 'Banco Itaú Chile S.A./Núñez', Rol C-16031-2023. Secretario.	[1306, 1199, 1537, 1788]
